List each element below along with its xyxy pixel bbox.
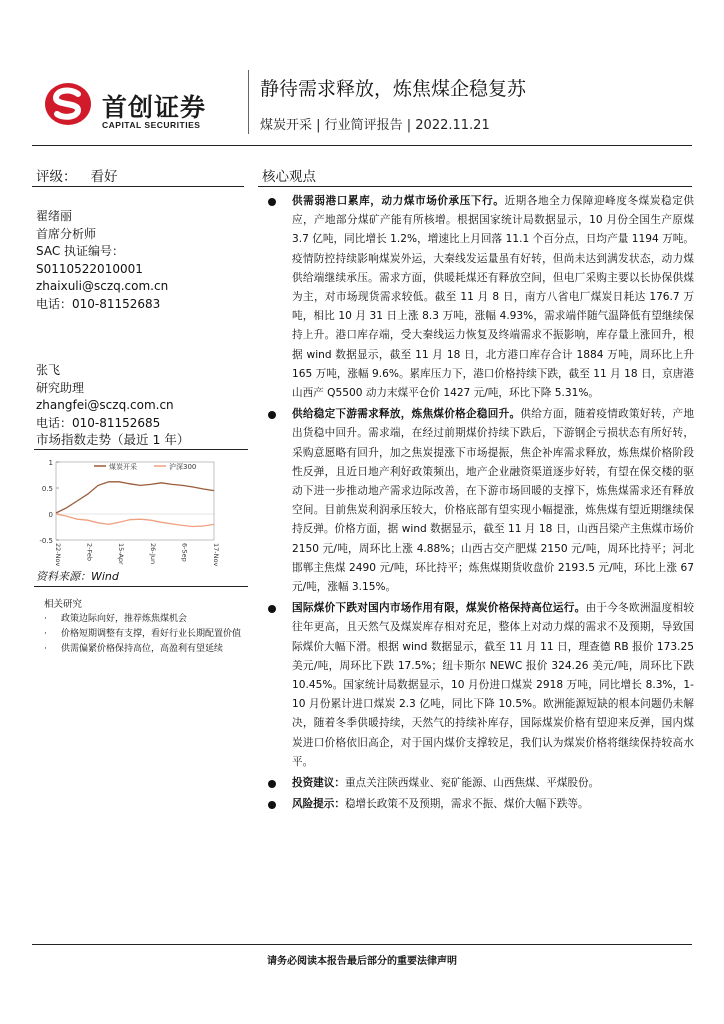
report-title: 静待需求释放，炼焦煤企稳复苏 — [260, 78, 527, 100]
rating-rule — [32, 186, 244, 187]
series-line-csi300 — [56, 514, 214, 527]
core-views-body — [262, 192, 694, 817]
legend-label: 煤炭开采 — [109, 463, 137, 471]
market-index-chart — [34, 452, 252, 566]
bullet-icon — [268, 198, 276, 206]
legal-disclaimer: 请务必阅读本报告最后部分的重要法律声明 — [267, 956, 457, 967]
x-tick-label: 22-Nov — [54, 543, 62, 566]
rating: 评级： 看好 — [36, 169, 118, 185]
chart-title-rule — [34, 449, 248, 450]
core-views-title: 核心观点 — [262, 169, 316, 185]
analyst-title: 首席分析师 — [36, 226, 97, 241]
related-item[interactable]: · 供需偏紧价格保持高位，高盈利有望延续 — [44, 644, 224, 654]
x-tick-label: 26-Jun — [148, 543, 157, 565]
source-rule — [34, 586, 248, 587]
chart-title: 市场指数走势（最近 1 年） — [36, 432, 190, 447]
x-tick-label: 6-Sep — [180, 543, 189, 562]
analyst-name: 张飞 — [36, 363, 61, 377]
y-tick-label: 0.5 — [41, 485, 53, 493]
related-item[interactable]: · 政策边际向好，推荐炼焦煤机会 — [44, 614, 188, 624]
company-logo-icon — [44, 82, 92, 126]
analyst-1 — [36, 208, 168, 313]
report-subtitle: 煤炭开采 | 行业简评报告 | 2022.11.21 — [260, 118, 490, 133]
analyst-license: S0110522010001 — [36, 261, 143, 276]
legend-label: 沪深300 — [169, 463, 197, 471]
bullet-icon — [268, 605, 276, 613]
x-tick-label: 2-Feb — [85, 543, 94, 561]
x-tick-label: 15-Apr — [117, 543, 126, 565]
paragraph-coking-coal: 供给稳定下游需求释放，炼焦煤价格企稳回升。供给方面，随着疫情政策好转，产地出货稳中回升。需求端，在经过前期煤价持续下跌后，下游钢企亏损状态有所好转，采购意愿略有回升，加之焦炭提涨下市场提振，焦企补库需求释放，炼焦煤价格阶段性反弹，且近日地产利好政策频出，地产企业融资渠道逐步好转，有望在保交楼的驱动下进一步推动地产需求边际改善，在下游市场回暖的支撑下，炼焦煤需求还有释放空间。目前焦炭利润承压较大，价格底部有望实现小幅提涨，炼焦煤有望近期继续保持反弹。价格方面，据 wind 数据显示，截至 11 月 18 日，山西吕梁产主焦煤市场价 2150 元/吨，周环比上涨 4.88%；山西古交产肥煤 2150 元/吨，周环比持平；河北邯郸主焦煤 2490 元/吨，环比持平；炼焦煤期货收盘价 2193.5 元/吨，环比上涨 67 元/吨，涨幅 3.15%。 — [262, 405, 694, 597]
plot-frame — [56, 462, 214, 540]
analyst-phone: 电话：010-81152685 — [36, 415, 161, 430]
bullet-icon — [268, 411, 276, 419]
bullet-icon — [268, 801, 276, 809]
analyst-title: 研究助理 — [36, 380, 85, 395]
analyst-email[interactable]: zhangfei@sczq.com.cn — [36, 398, 174, 412]
paragraph-international-coal: 国际煤价下跌对国内市场作用有限，煤炭价格保持高位运行。由于今冬欧洲温度相较往年更高，且天然气及煤炭库存相对充足，整体上对动力煤的需求不及预期，导致国际煤价大幅下滑。根据 wind 数据显示，截至 11 月 11 日，理查德 RB 报价 173.25 美元/吨，周环比下跌 17.5%；纽卡斯尔 NEWC 报价 324.26 美元/吨，周环比下跌 10.45%。国家统计局数据显示，10 月份进口煤炭 2918 万吨，同比增长 8.3%，1-10 月份累计进口煤炭 2.3 亿吨，同比下降 10.5%。欧洲能源短缺的根本问题仍未解决，随着冬季供暖持续，天然气的持续补库存，国际煤炭价格有望迎来反弹，国内煤炭进口价格依旧高企，对于国内煤价支撑较足，我们认为煤炭价格将继续保持较高水平。 — [262, 599, 694, 772]
logo-english-name: CAPITAL SECURITIES — [102, 120, 201, 130]
header-rule — [32, 145, 692, 146]
header-divider — [248, 70, 249, 134]
chart-source: 资料来源：Wind — [36, 570, 119, 583]
related-research-list — [36, 612, 250, 657]
footer-rule — [32, 944, 692, 945]
analyst-2 — [36, 362, 174, 432]
y-tick-label: -0.5 — [39, 537, 53, 545]
analyst-name: 翟绪丽 — [36, 209, 73, 223]
bullet-icon — [268, 780, 276, 788]
paragraph-thermal-coal: 供需弱港口累库，动力煤市场价承压下行。近期各地全力保障迎峰度冬煤炭稳定供应，产地部分煤矿产能有所核增。根据国家统计局数据显示，10 月份全国生产原煤 3.7 亿吨，同比增长 1.2%，增速比上月回落 11.1 个百分点，日均产量 1194 万吨。疫情防控持续影响煤炭外运，大秦线发运量虽有好转，但尚未达到满发状态，动力煤供给端继续承压。需求方面，供暖耗煤还有释放空间，但电厂采购主要以长协保供煤为主，对市场现货需求较低。截至 11 月 8 日，南方八省电厂煤炭日耗达 176.7 万吨，相比 10 月 31 日上涨 8.3 万吨，涨幅 4.93%，需求端伴随气温降低有望继续保持上升。港口库存端，受大秦线运力恢复及终端需求不振影响，库存量上涨回升，根据 wind 数据显示，截至 11 月 18 日，北方港口库存合计 1884 万吨，周环比上升 165 万吨，涨幅 9.6%。累库压力下，港口价格持续下跌，截至 11 月 18 日，京唐港山西产 Q5500 动力末煤平仓价 1427 元/吨，环比下降 5.31%。 — [262, 192, 694, 403]
y-tick-label: 1 — [48, 459, 53, 467]
core-rule — [258, 186, 692, 187]
series-line-coal-mining — [56, 482, 214, 513]
related-research-title: 相关研究 — [44, 599, 83, 610]
analyst-phone: 电话：010-81152683 — [36, 296, 161, 311]
x-tick-label: 17-Nov — [212, 543, 220, 566]
paragraph-investment-advice: 投资建议：重点关注陕西煤业、兖矿能源、山西焦煤、平煤股份。 — [262, 774, 694, 793]
rating-value: 看好 — [90, 169, 118, 185]
analyst-email[interactable]: zhaixuli@sczq.com.cn — [36, 279, 169, 293]
y-tick-label: 0 — [48, 511, 53, 519]
logo-chinese-name: 首创证券 — [102, 93, 207, 122]
paragraph-risk-warning: 风险提示：稳增长政策不及预期，需求不振、煤价大幅下跌等。 — [262, 795, 694, 814]
related-item[interactable]: · 价格短期调整有支撑，看好行业长期配置价值 — [44, 629, 242, 639]
analyst-license-label: SAC 执证编号： — [36, 244, 125, 258]
